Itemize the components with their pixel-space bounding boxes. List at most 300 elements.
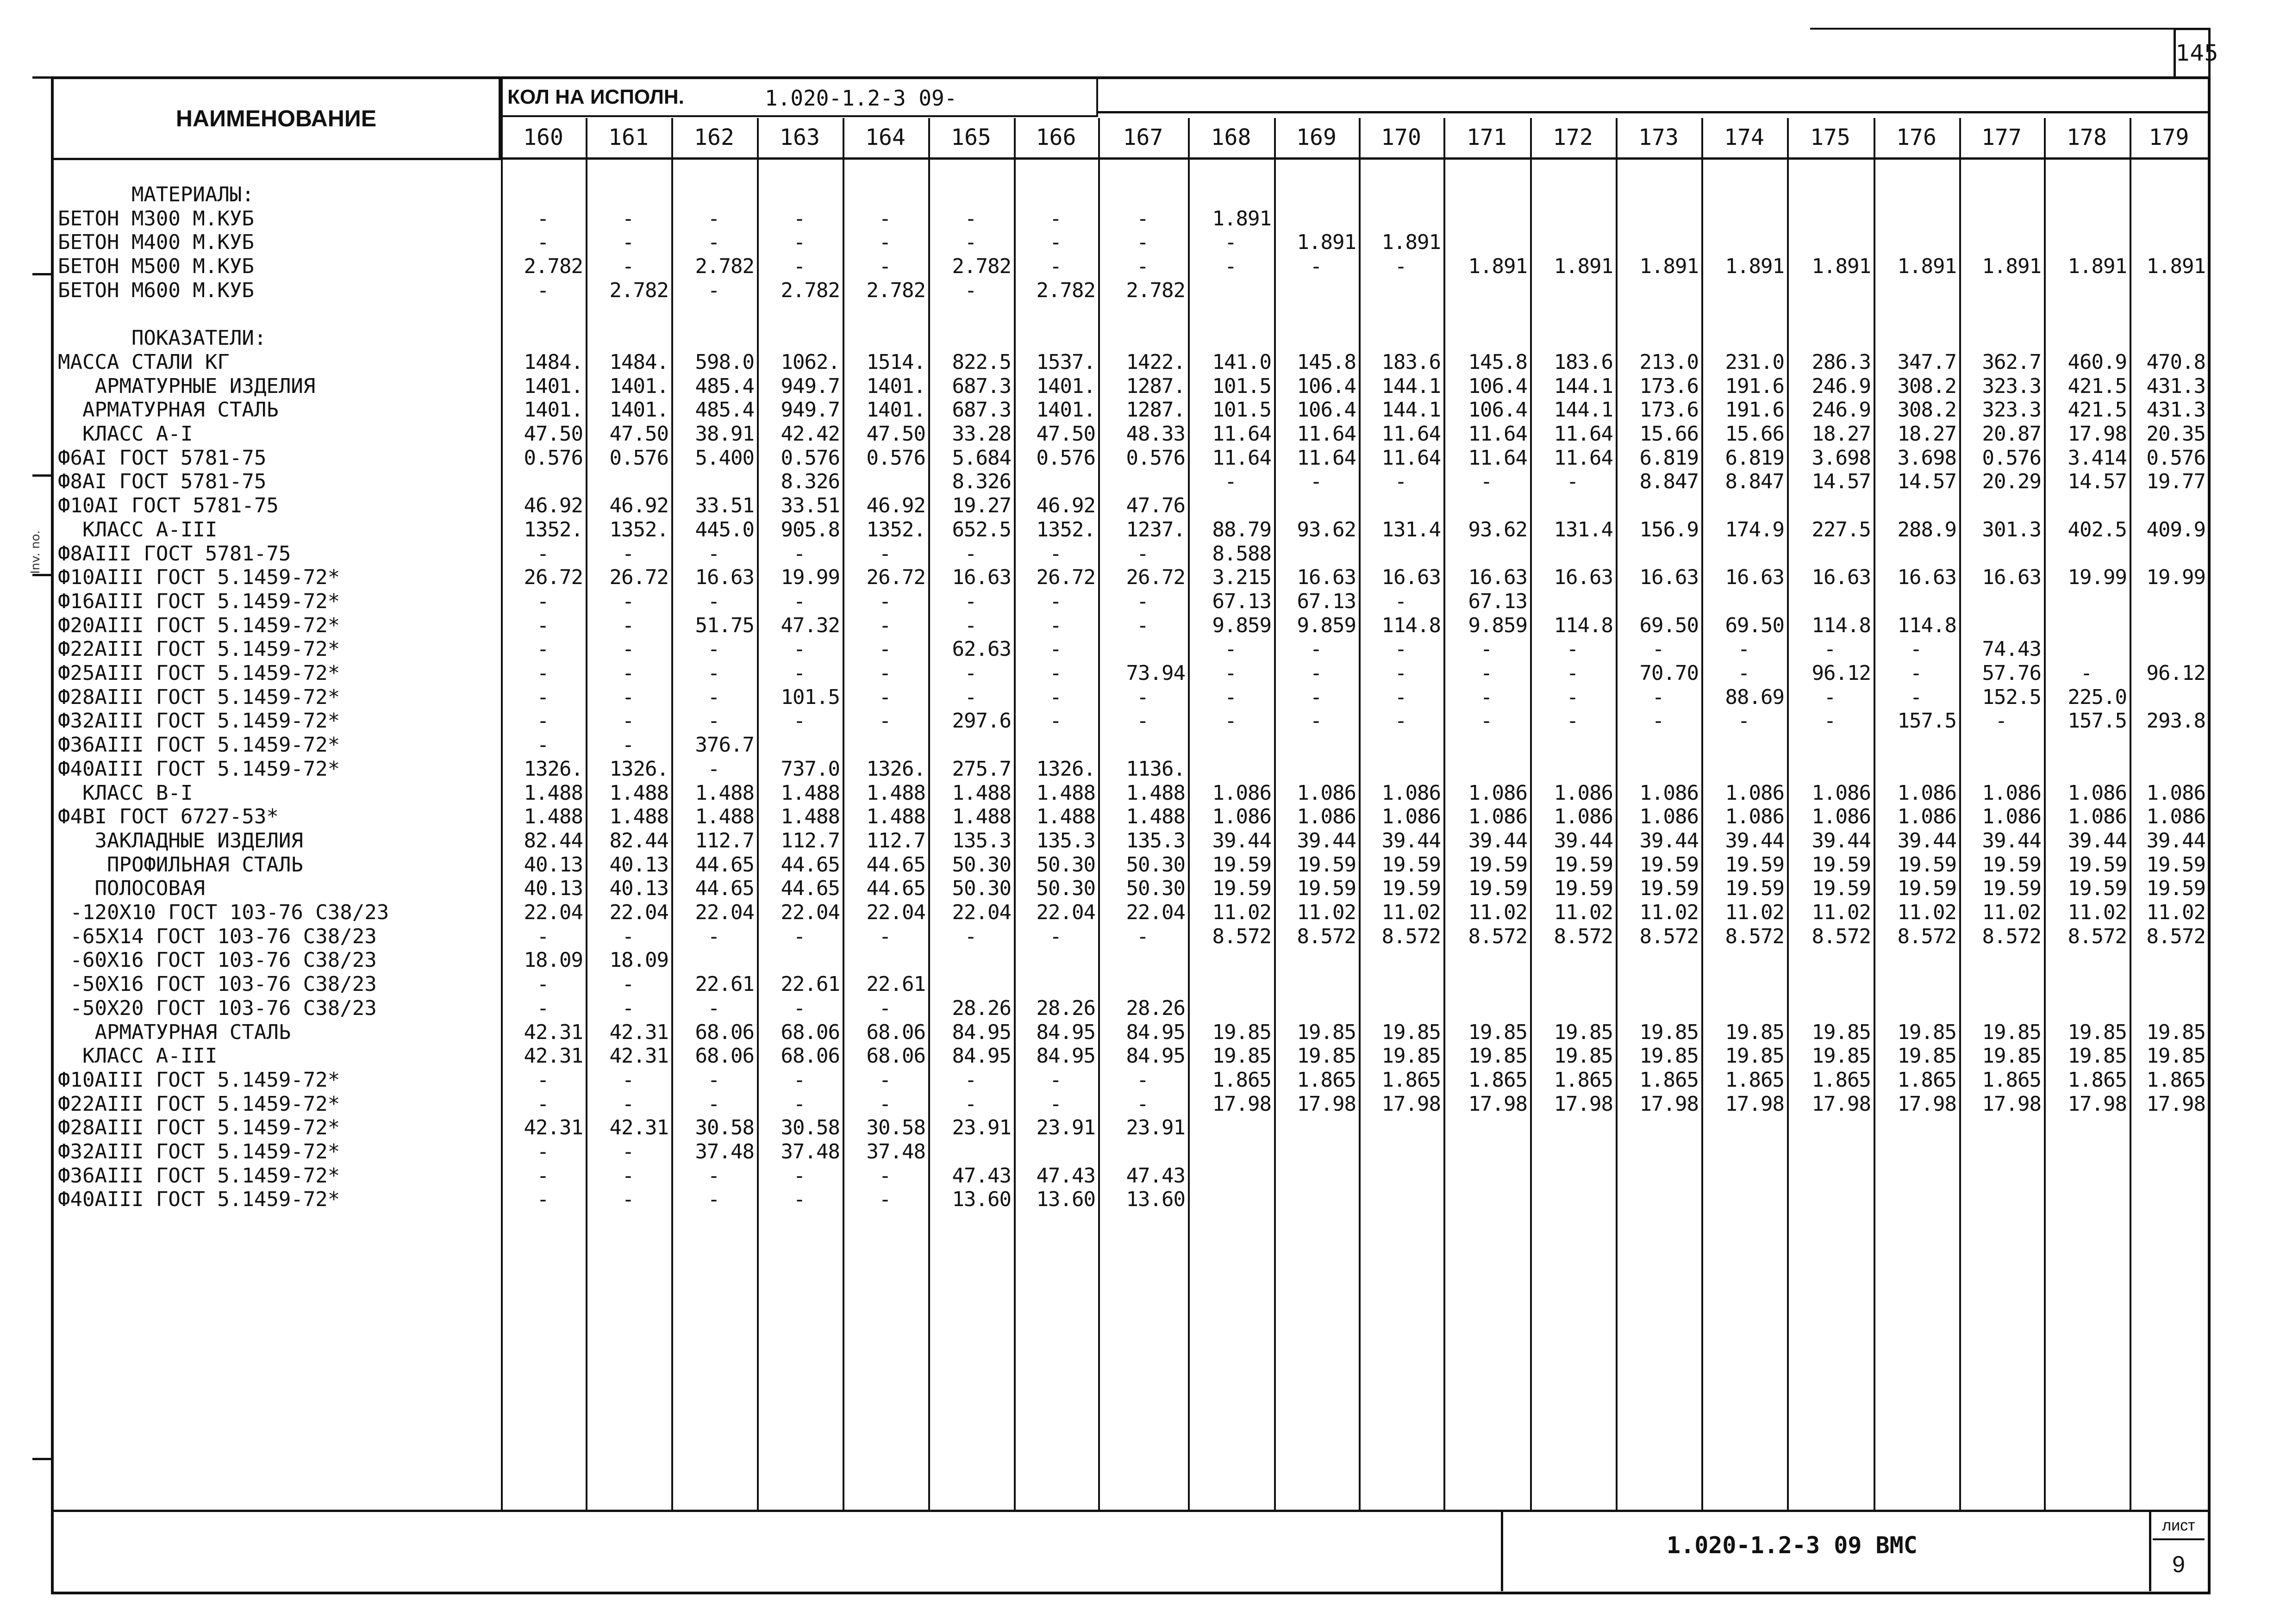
table-cell: - xyxy=(1394,637,1407,661)
table-cell: 57.76 xyxy=(1982,661,2041,685)
table-cell: 8.572 xyxy=(2146,924,2205,948)
table-cell: 19.85 xyxy=(2146,1020,2205,1044)
table-cell: 17.98 xyxy=(1468,1092,1527,1116)
table-cell: 737.0 xyxy=(781,757,840,781)
table-cell: 16.63 xyxy=(1639,566,1699,590)
table-cell: 11.64 xyxy=(1297,446,1356,470)
row-name: Ф32АIII ГОСТ 5.1459-72* xyxy=(58,1140,340,1164)
table-cell: 0.576 xyxy=(866,446,925,470)
table-cell: - xyxy=(793,230,806,255)
table-cell: 1.891 xyxy=(1812,255,1871,279)
table-cell: 2.782 xyxy=(695,255,754,279)
table-cell: - xyxy=(964,278,977,302)
table-cell: 38.91 xyxy=(695,422,754,446)
side-note: Inv. no. xyxy=(29,530,43,574)
table-cell: 1136. xyxy=(1126,757,1185,781)
table-cell: 11.64 xyxy=(1381,446,1441,470)
table-cell: - xyxy=(537,613,549,637)
table-cell: 14.57 xyxy=(1897,470,1956,494)
table-cell: 8.326 xyxy=(952,470,1011,494)
table-cell: 1.891 xyxy=(1897,255,1956,279)
table-cell: - xyxy=(1224,637,1237,661)
table-cell: 44.65 xyxy=(781,877,840,901)
table-cell: - xyxy=(1566,709,1579,733)
table-cell: 8.572 xyxy=(1297,924,1356,948)
table-cell: 19.85 xyxy=(1725,1020,1784,1044)
table-cell: 1401. xyxy=(524,374,583,398)
table-cell: - xyxy=(1480,709,1493,733)
table-cell: 1.488 xyxy=(1036,805,1095,829)
table-cell: 22.04 xyxy=(695,901,754,924)
table-cell: 0.576 xyxy=(1036,446,1095,470)
table-cell: 17.98 xyxy=(1381,1092,1441,1116)
table-cell: 17.98 xyxy=(2068,1092,2127,1116)
table-cell: 22.04 xyxy=(952,901,1011,924)
table-cell: 1.086 xyxy=(1639,805,1699,829)
table-cell: 1.488 xyxy=(1126,781,1185,805)
table-cell: - xyxy=(1049,685,1062,709)
table-cell: 191.6 xyxy=(1725,374,1784,398)
table-cell: 1514. xyxy=(866,350,925,374)
table-cell: 47.76 xyxy=(1126,494,1185,518)
table-cell: - xyxy=(622,613,634,637)
table-cell: - xyxy=(964,1092,977,1116)
table-cell: 822.5 xyxy=(952,350,1011,374)
table-cell: 905.8 xyxy=(781,517,840,541)
table-cell: 1.488 xyxy=(1036,781,1095,805)
edge-tick xyxy=(32,76,53,79)
table-cell: 16.63 xyxy=(1297,566,1356,590)
row-name: АРМАТУРНАЯ СТАЛЬ xyxy=(58,1020,291,1044)
table-cell: 19.85 xyxy=(2146,1044,2205,1068)
table-cell: - xyxy=(1049,1092,1062,1116)
table-cell: 42.31 xyxy=(524,1116,583,1140)
table-cell: - xyxy=(1910,685,1922,709)
table-cell: 1.865 xyxy=(1812,1068,1871,1092)
table-cell: 1.865 xyxy=(1897,1068,1956,1092)
table-cell: 47.50 xyxy=(866,422,925,446)
table-cell: - xyxy=(964,1068,977,1092)
table-cell: - xyxy=(1394,661,1407,685)
row-name: БЕТОН М500 М.КУБ xyxy=(58,255,254,279)
table-cell: 1.891 xyxy=(1212,206,1271,230)
table-cell: 16.63 xyxy=(1381,566,1441,590)
table-cell: 0.576 xyxy=(1982,446,2041,470)
table-cell: - xyxy=(622,230,634,255)
row-name: ЗАКЛАДНЫЕ ИЗДЕЛИЯ xyxy=(58,828,303,852)
table-cell: - xyxy=(1049,255,1062,279)
table-cell: 93.62 xyxy=(1297,517,1356,541)
edge-tick xyxy=(32,273,53,275)
table-cell: 112.7 xyxy=(695,828,754,852)
row-name: Ф10АI ГОСТ 5781-75 xyxy=(58,494,279,518)
table-cell: - xyxy=(707,709,720,733)
row-name: ПРОФИЛЬНАЯ СТАЛЬ xyxy=(58,852,303,877)
table-cell: 1.891 xyxy=(1554,255,1613,279)
table-cell: - xyxy=(793,996,806,1020)
table-cell: - xyxy=(622,1140,634,1164)
table-cell: - xyxy=(537,589,549,613)
table-cell: 246.9 xyxy=(1812,398,1871,422)
table-cell: 227.5 xyxy=(1812,517,1871,541)
table-cell: 19.85 xyxy=(1812,1044,1871,1068)
table-cell: - xyxy=(1224,470,1237,494)
table-cell: 1352. xyxy=(524,517,583,541)
row-name: КЛАСС А-I xyxy=(58,422,193,446)
table-cell: 1.865 xyxy=(1297,1068,1356,1092)
table-cell: - xyxy=(1310,661,1322,685)
table-cell: - xyxy=(1310,685,1322,709)
table-cell: 11.64 xyxy=(1212,422,1271,446)
table-cell: 47.43 xyxy=(1036,1164,1095,1188)
row-name: КЛАСС А-III xyxy=(58,517,218,541)
table-cell: - xyxy=(879,709,891,733)
table-cell: 19.59 xyxy=(1639,877,1699,901)
table-cell: 1401. xyxy=(609,374,668,398)
column-header: 160 xyxy=(523,124,563,150)
table-cell: 687.3 xyxy=(952,398,1011,422)
table-cell: - xyxy=(537,685,549,709)
table-cell: 50.30 xyxy=(1126,852,1185,877)
table-cell: 8.572 xyxy=(1725,924,1784,948)
table-cell: 26.72 xyxy=(1126,566,1185,590)
table-cell: - xyxy=(537,637,549,661)
table-cell: 11.64 xyxy=(1297,422,1356,446)
table-cell: 18.09 xyxy=(524,948,583,972)
table-cell: 231.0 xyxy=(1725,350,1784,374)
column-header: 172 xyxy=(1553,124,1593,150)
table-cell: 11.02 xyxy=(1212,901,1271,924)
table-cell: 1.086 xyxy=(1212,781,1271,805)
table-cell: 33.51 xyxy=(695,494,754,518)
table-cell: - xyxy=(622,685,634,709)
table-cell: 40.13 xyxy=(524,877,583,901)
table-cell: 19.59 xyxy=(1381,852,1441,877)
table-cell: - xyxy=(793,589,806,613)
row-name: Ф16АIII ГОСТ 5.1459-72* xyxy=(58,589,340,613)
table-cell: 11.64 xyxy=(1381,422,1441,446)
table-cell: 42.42 xyxy=(781,422,840,446)
table-cell: - xyxy=(1310,637,1322,661)
table-cell: - xyxy=(1910,637,1922,661)
edge-tick xyxy=(32,1458,53,1460)
table-cell: - xyxy=(707,1092,720,1116)
table-cell: - xyxy=(622,1068,634,1092)
table-cell: - xyxy=(537,709,549,733)
table-cell: 42.31 xyxy=(609,1116,668,1140)
table-cell: - xyxy=(1394,709,1407,733)
table-cell: 1.488 xyxy=(695,805,754,829)
table-cell: - xyxy=(964,541,977,566)
table-cell: 84.95 xyxy=(1036,1020,1095,1044)
table-cell: - xyxy=(707,685,720,709)
table-cell: 1537. xyxy=(1036,350,1095,374)
table-cell: - xyxy=(793,637,806,661)
table-cell: - xyxy=(622,733,634,757)
table-cell: 1.891 xyxy=(1468,255,1527,279)
table-cell: - xyxy=(879,1164,891,1188)
table-cell: 22.61 xyxy=(695,972,754,996)
table-cell: 131.4 xyxy=(1554,517,1613,541)
table-cell: - xyxy=(879,661,891,685)
table-cell: 1.488 xyxy=(781,781,840,805)
table-cell: - xyxy=(622,637,634,661)
table-cell: 145.8 xyxy=(1468,350,1527,374)
table-cell: - xyxy=(879,613,891,637)
table-cell: 11.64 xyxy=(1212,446,1271,470)
table-cell: 157.5 xyxy=(2068,709,2127,733)
table-cell: 2.782 xyxy=(609,278,668,302)
table-cell: 68.06 xyxy=(781,1020,840,1044)
table-cell: - xyxy=(707,996,720,1020)
table-cell: 3.698 xyxy=(1897,446,1956,470)
table-cell: 1.891 xyxy=(2146,255,2205,279)
table-cell: 9.859 xyxy=(1468,613,1527,637)
table-cell: 6.819 xyxy=(1639,446,1699,470)
table-cell: 19.59 xyxy=(1897,852,1956,877)
table-cell: 19.59 xyxy=(1639,852,1699,877)
table-cell: - xyxy=(793,709,806,733)
row-name: Ф28АIII ГОСТ 5.1459-72* xyxy=(58,685,340,709)
table-cell: 16.63 xyxy=(1982,566,2041,590)
table-cell: - xyxy=(2080,661,2093,685)
table-cell: 17.98 xyxy=(2146,1092,2205,1116)
table-cell: 297.6 xyxy=(952,709,1011,733)
table-cell: - xyxy=(1049,613,1062,637)
table-cell: - xyxy=(1137,709,1149,733)
table-cell: 131.4 xyxy=(1381,517,1441,541)
table-cell: 19.59 xyxy=(2146,877,2205,901)
table-cell: - xyxy=(1137,1092,1149,1116)
table-cell: 14.57 xyxy=(1812,470,1871,494)
table-cell: - xyxy=(1652,637,1664,661)
table-cell: 33.51 xyxy=(781,494,840,518)
table-cell: 26.72 xyxy=(609,566,668,590)
table-cell: 652.5 xyxy=(952,517,1011,541)
table-cell: 50.30 xyxy=(952,852,1011,877)
table-cell: 18.27 xyxy=(1812,422,1871,446)
table-cell: 1.865 xyxy=(1554,1068,1613,1092)
table-cell: 19.59 xyxy=(1554,852,1613,877)
table-cell: 17.98 xyxy=(1639,1092,1699,1116)
table-cell: 39.44 xyxy=(1725,828,1784,852)
table-cell: - xyxy=(879,1188,891,1212)
table-cell: - xyxy=(537,924,549,948)
column-header: 171 xyxy=(1467,124,1507,150)
column-header: 178 xyxy=(2067,124,2107,150)
table-cell: - xyxy=(879,230,891,255)
table-cell: 20.35 xyxy=(2146,422,2205,446)
table-cell: - xyxy=(1137,613,1149,637)
row-name: -65Х14 ГОСТ 103-76 С38/23 xyxy=(58,924,377,948)
table-cell: 42.31 xyxy=(524,1044,583,1068)
table-cell: 23.91 xyxy=(952,1116,1011,1140)
table-cell: - xyxy=(1310,255,1322,279)
table-cell: 288.9 xyxy=(1897,517,1956,541)
table-cell: - xyxy=(1480,637,1493,661)
row-name: АРМАТУРНЫЕ ИЗДЕЛИЯ xyxy=(58,374,316,398)
table-cell: - xyxy=(707,206,720,230)
table-cell: - xyxy=(1049,541,1062,566)
table-cell: 39.44 xyxy=(1554,828,1613,852)
table-cell: - xyxy=(793,541,806,566)
table-cell: 22.04 xyxy=(1036,901,1095,924)
table-cell: - xyxy=(793,661,806,685)
table-cell: - xyxy=(537,733,549,757)
table-cell: - xyxy=(793,1068,806,1092)
table-cell: 30.58 xyxy=(695,1116,754,1140)
table-cell: 44.65 xyxy=(866,852,925,877)
table-cell: 26.72 xyxy=(866,566,925,590)
row-name: -120Х10 ГОСТ 103-76 С38/23 xyxy=(58,901,389,924)
table-cell: 19.59 xyxy=(2146,852,2205,877)
table-cell: 46.92 xyxy=(1036,494,1095,518)
table-cell: 1.086 xyxy=(1897,805,1956,829)
column-header: 174 xyxy=(1724,124,1764,150)
table-cell: - xyxy=(537,1068,549,1092)
table-cell: 1.891 xyxy=(2068,255,2127,279)
table-cell: 17.98 xyxy=(1297,1092,1356,1116)
table-cell: 402.5 xyxy=(2068,517,2127,541)
table-cell: 19.59 xyxy=(1812,852,1871,877)
table-cell: 44.65 xyxy=(781,852,840,877)
table-cell: - xyxy=(622,589,634,613)
table-cell: 19.59 xyxy=(1468,852,1527,877)
table-cell: 62.63 xyxy=(952,637,1011,661)
table-cell: 1326. xyxy=(524,757,583,781)
table-cell: 17.98 xyxy=(2068,422,2127,446)
table-cell: 3.698 xyxy=(1812,446,1871,470)
table-cell: 1.086 xyxy=(2146,805,2205,829)
table-cell: 2.782 xyxy=(952,255,1011,279)
row-name: ПОКАЗАТЕЛИ: xyxy=(58,326,267,350)
table-cell: - xyxy=(793,924,806,948)
table-cell: 1.086 xyxy=(1297,805,1356,829)
table-cell: 470.8 xyxy=(2146,350,2205,374)
table-cell: - xyxy=(879,1092,891,1116)
table-cell: 145.8 xyxy=(1297,350,1356,374)
table-cell: 13.60 xyxy=(1126,1188,1185,1212)
column-header: 177 xyxy=(1981,124,2022,150)
table-cell: - xyxy=(622,1164,634,1188)
table-cell: - xyxy=(537,1140,549,1164)
table-cell: 17.98 xyxy=(1554,1092,1613,1116)
table-cell: 8.847 xyxy=(1639,470,1699,494)
table-cell: 19.59 xyxy=(1725,852,1784,877)
table-cell: - xyxy=(879,685,891,709)
table-cell: 246.9 xyxy=(1812,374,1871,398)
table-cell: 106.4 xyxy=(1297,374,1356,398)
table-cell: - xyxy=(1310,709,1322,733)
table-cell: 84.95 xyxy=(1036,1044,1095,1068)
table-cell: 50.30 xyxy=(1126,877,1185,901)
table-cell: 13.60 xyxy=(952,1188,1011,1212)
table-cell: 16.63 xyxy=(1468,566,1527,590)
table-cell: 1.086 xyxy=(1982,781,2041,805)
table-cell: 84.95 xyxy=(952,1044,1011,1068)
table-cell: 1.488 xyxy=(609,781,668,805)
table-cell: 13.60 xyxy=(1036,1188,1095,1212)
table-cell: - xyxy=(1824,709,1836,733)
table-cell: 1287. xyxy=(1126,374,1185,398)
column-header: 164 xyxy=(865,124,906,150)
table-cell: 19.85 xyxy=(1639,1044,1699,1068)
table-cell: 1401. xyxy=(866,398,925,422)
table-cell: 44.65 xyxy=(866,877,925,901)
table-cell: 157.5 xyxy=(1897,709,1956,733)
table-cell: - xyxy=(622,924,634,948)
table-cell: 19.59 xyxy=(1897,877,1956,901)
table-cell: 37.48 xyxy=(695,1140,754,1164)
table-cell: 11.64 xyxy=(1468,422,1527,446)
table-cell: 16.63 xyxy=(1812,566,1871,590)
table-cell: 67.13 xyxy=(1468,589,1527,613)
table-cell: 50.30 xyxy=(952,877,1011,901)
table-cell: 1352. xyxy=(609,517,668,541)
table-cell: 135.3 xyxy=(1126,828,1185,852)
table-cell: 949.7 xyxy=(781,398,840,422)
table-cell: - xyxy=(1824,637,1836,661)
row-name: БЕТОН М600 М.КУБ xyxy=(58,278,254,302)
table-cell: - xyxy=(879,255,891,279)
table-cell: 144.1 xyxy=(1381,398,1441,422)
table-cell: 191.6 xyxy=(1725,398,1784,422)
table-cell: 42.31 xyxy=(524,1020,583,1044)
table-cell: - xyxy=(964,924,977,948)
table-cell: 6.819 xyxy=(1725,446,1784,470)
table-cell: - xyxy=(879,589,891,613)
name-column-header: НАИМЕНОВАНИЕ xyxy=(54,79,501,160)
table-cell: 1.086 xyxy=(1725,805,1784,829)
table-cell: - xyxy=(1137,206,1149,230)
table-cell: 19.99 xyxy=(2146,566,2205,590)
table-cell: - xyxy=(1566,637,1579,661)
table-cell: 22.04 xyxy=(1126,901,1185,924)
table-cell: - xyxy=(1394,589,1407,613)
table-cell: 106.4 xyxy=(1297,398,1356,422)
row-name: КЛАСС А-III xyxy=(58,1044,218,1068)
table-cell: 8.572 xyxy=(1468,924,1527,948)
table-cell: 0.576 xyxy=(1126,446,1185,470)
table-cell: 1237. xyxy=(1126,517,1185,541)
table-cell: 18.27 xyxy=(1897,422,1956,446)
table-cell: 949.7 xyxy=(781,374,840,398)
table-cell: 1062. xyxy=(781,350,840,374)
table-cell: 17.98 xyxy=(1812,1092,1871,1116)
column-header: 161 xyxy=(608,124,649,150)
table-cell: 1326. xyxy=(609,757,668,781)
table-cell: 22.61 xyxy=(866,972,925,996)
table-cell: 23.91 xyxy=(1126,1116,1185,1140)
table-cell: 19.85 xyxy=(1381,1020,1441,1044)
table-cell: 1.488 xyxy=(609,805,668,829)
table-cell: 22.04 xyxy=(524,901,583,924)
table-cell: 5.400 xyxy=(695,446,754,470)
table-cell: 1.891 xyxy=(1725,255,1784,279)
page-number: 145 xyxy=(2174,28,2211,79)
table-cell: 1.086 xyxy=(1812,805,1871,829)
table-cell: 1.086 xyxy=(1554,781,1613,805)
table-cell: - xyxy=(793,255,806,279)
table-cell: 485.4 xyxy=(695,374,754,398)
table-cell: - xyxy=(1224,661,1237,685)
table-cell: 40.13 xyxy=(524,852,583,877)
table-cell: - xyxy=(537,230,549,255)
table-cell: 8.572 xyxy=(1897,924,1956,948)
table-cell: 15.66 xyxy=(1639,422,1699,446)
table-cell: - xyxy=(793,1092,806,1116)
row-name: Ф4ВI ГОСТ 6727-53* xyxy=(58,805,279,829)
